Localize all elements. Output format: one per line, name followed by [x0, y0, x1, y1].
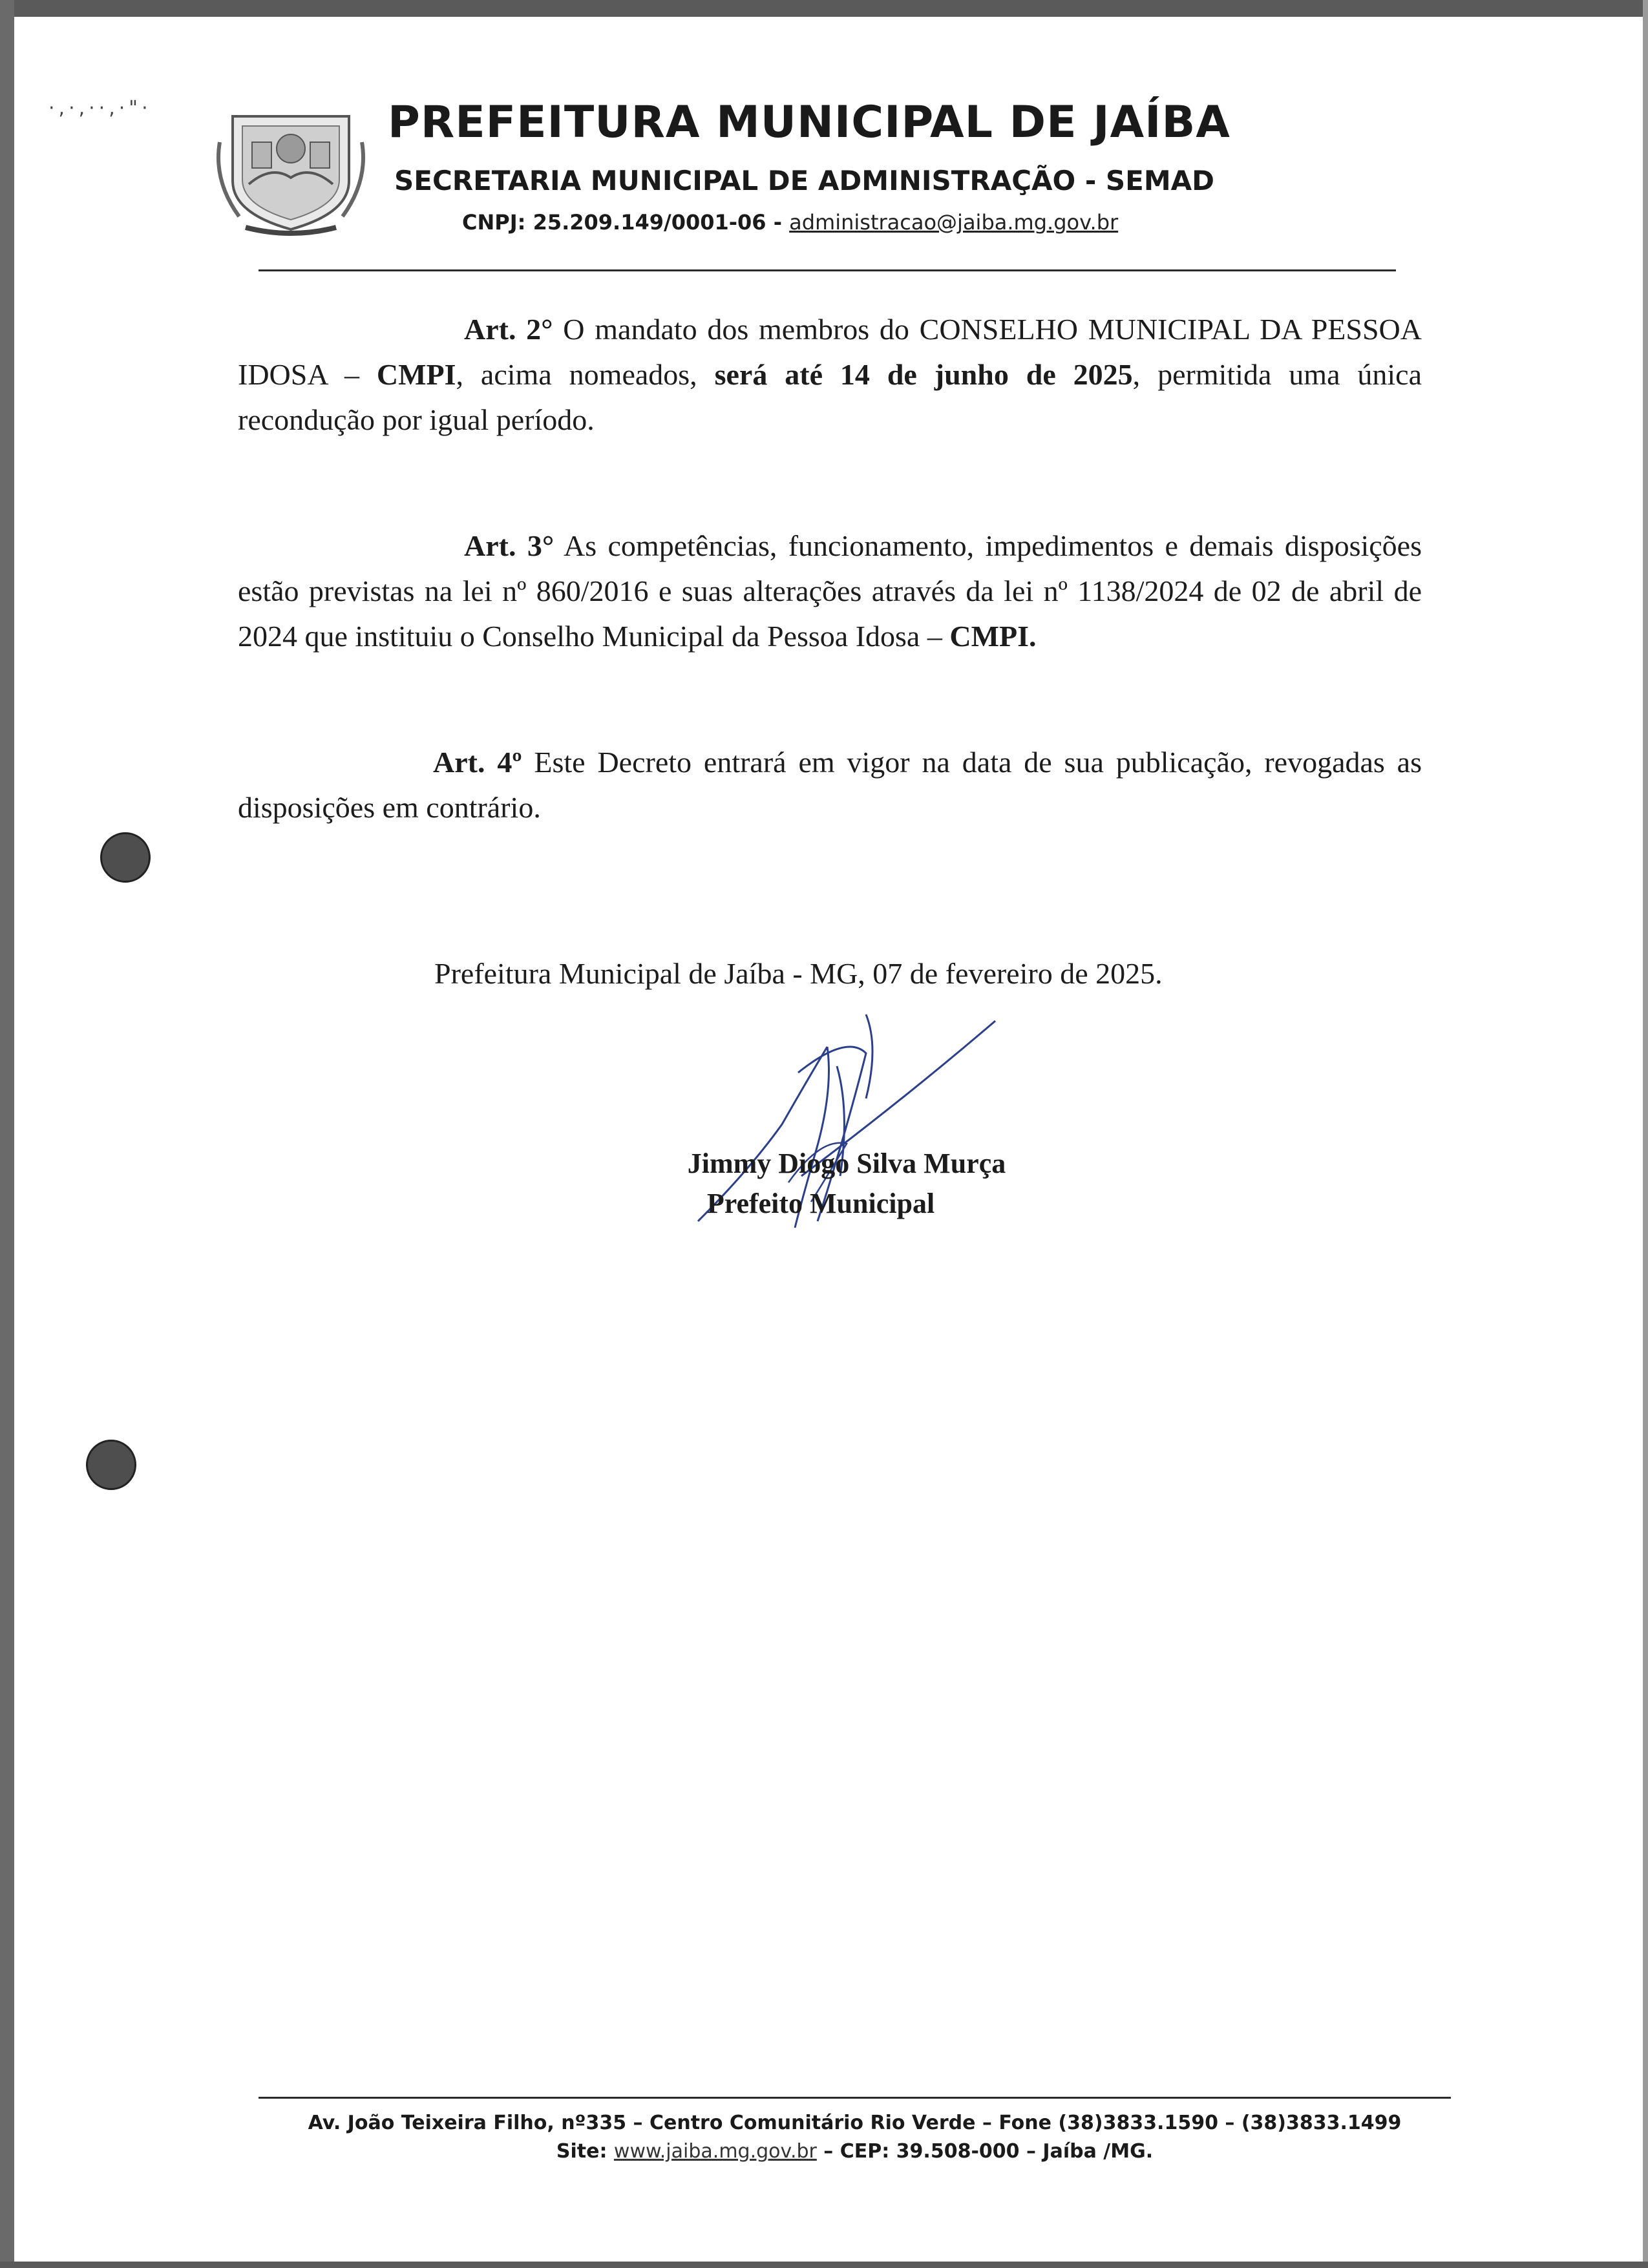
- article-2-text-a: O mandato dos membros do CONSELHO MUNICIPAL DA PESSOA IDOSA –: [238, 313, 1422, 391]
- footer-cep: – CEP: 39.508-000 – Jaíba /MG.: [816, 2140, 1154, 2163]
- footer-address: Av. João Teixeira Filho, nº335 – Centro Comunitário Rio Verde – Fone (38)3833.1590 – (38)3833.1499: [308, 2112, 1402, 2134]
- article-3-paragraph: [238, 523, 1422, 659]
- dateline: Prefeitura Municipal de Jaíba - MG, 07 de fevereiro de 2025.: [434, 957, 1163, 990]
- article-4-text: Este Decreto entrará em vigor na data de sua publicação, revogadas as disposições em contrário.: [238, 746, 1422, 824]
- scan-border-top: [0, 0, 1648, 17]
- article-2-paragraph: [238, 307, 1422, 443]
- scan-border-left: [0, 0, 14, 2268]
- punch-hole-lower: [86, 1440, 136, 1490]
- article-3-label: Art. 3°: [464, 529, 555, 562]
- article-2-deadline: será até 14 de junho de 2025: [714, 358, 1133, 391]
- signer-name: Jimmy Diogo Silva Murça: [687, 1148, 1006, 1179]
- page-title: PREFEITURA MUNICIPAL DE JAÍBA: [388, 97, 1231, 148]
- article-3-acronym: CMPI.: [949, 620, 1037, 653]
- footer-site-label: Site:: [556, 2140, 607, 2163]
- email-link[interactable]: administracao@jaiba.mg.gov.br: [789, 210, 1119, 235]
- article-2-label: Art. 2°: [464, 313, 553, 346]
- municipal-coat-of-arms-icon: [213, 103, 368, 239]
- signer-role: Prefeito Municipal: [706, 1188, 935, 1219]
- footer-site-line: [259, 2140, 1451, 2163]
- article-2-text-b: , acima nomeados,: [456, 358, 715, 391]
- footer-divider: [259, 2097, 1451, 2099]
- header-divider: [259, 269, 1396, 271]
- article-4-label: Art. 4º: [433, 746, 522, 779]
- scan-border-bottom: [0, 2262, 1648, 2268]
- department-subtitle: SECRETARIA MUNICIPAL DE ADMINISTRAÇÃO - SEMAD: [394, 165, 1215, 196]
- scan-specks: ·,·,··,·"·: [48, 97, 152, 120]
- scan-border-right: [1643, 0, 1648, 2268]
- header-contact: [462, 210, 1302, 235]
- cnpj-number: CNPJ: 25.209.149/0001-06: [462, 210, 766, 235]
- site-link[interactable]: www.jaiba.mg.gov.br: [613, 2140, 817, 2163]
- contact-separator: -: [773, 210, 782, 235]
- article-3-text: As competências, funcionamento, impedimentos e demais disposições estão previstas na lei nº 860/2016 e suas alterações através da lei nº 1138/2024 de 02 de abril de 2024 que instituiu o Conselho Municipal da Pessoa Idosa –: [238, 529, 1422, 653]
- punch-hole-upper: [100, 832, 151, 883]
- article-2-acronym: CMPI: [376, 358, 456, 391]
- article-2-text-c: , permitida uma única recondução por igual período.: [238, 358, 1422, 436]
- article-4-paragraph: [238, 740, 1422, 830]
